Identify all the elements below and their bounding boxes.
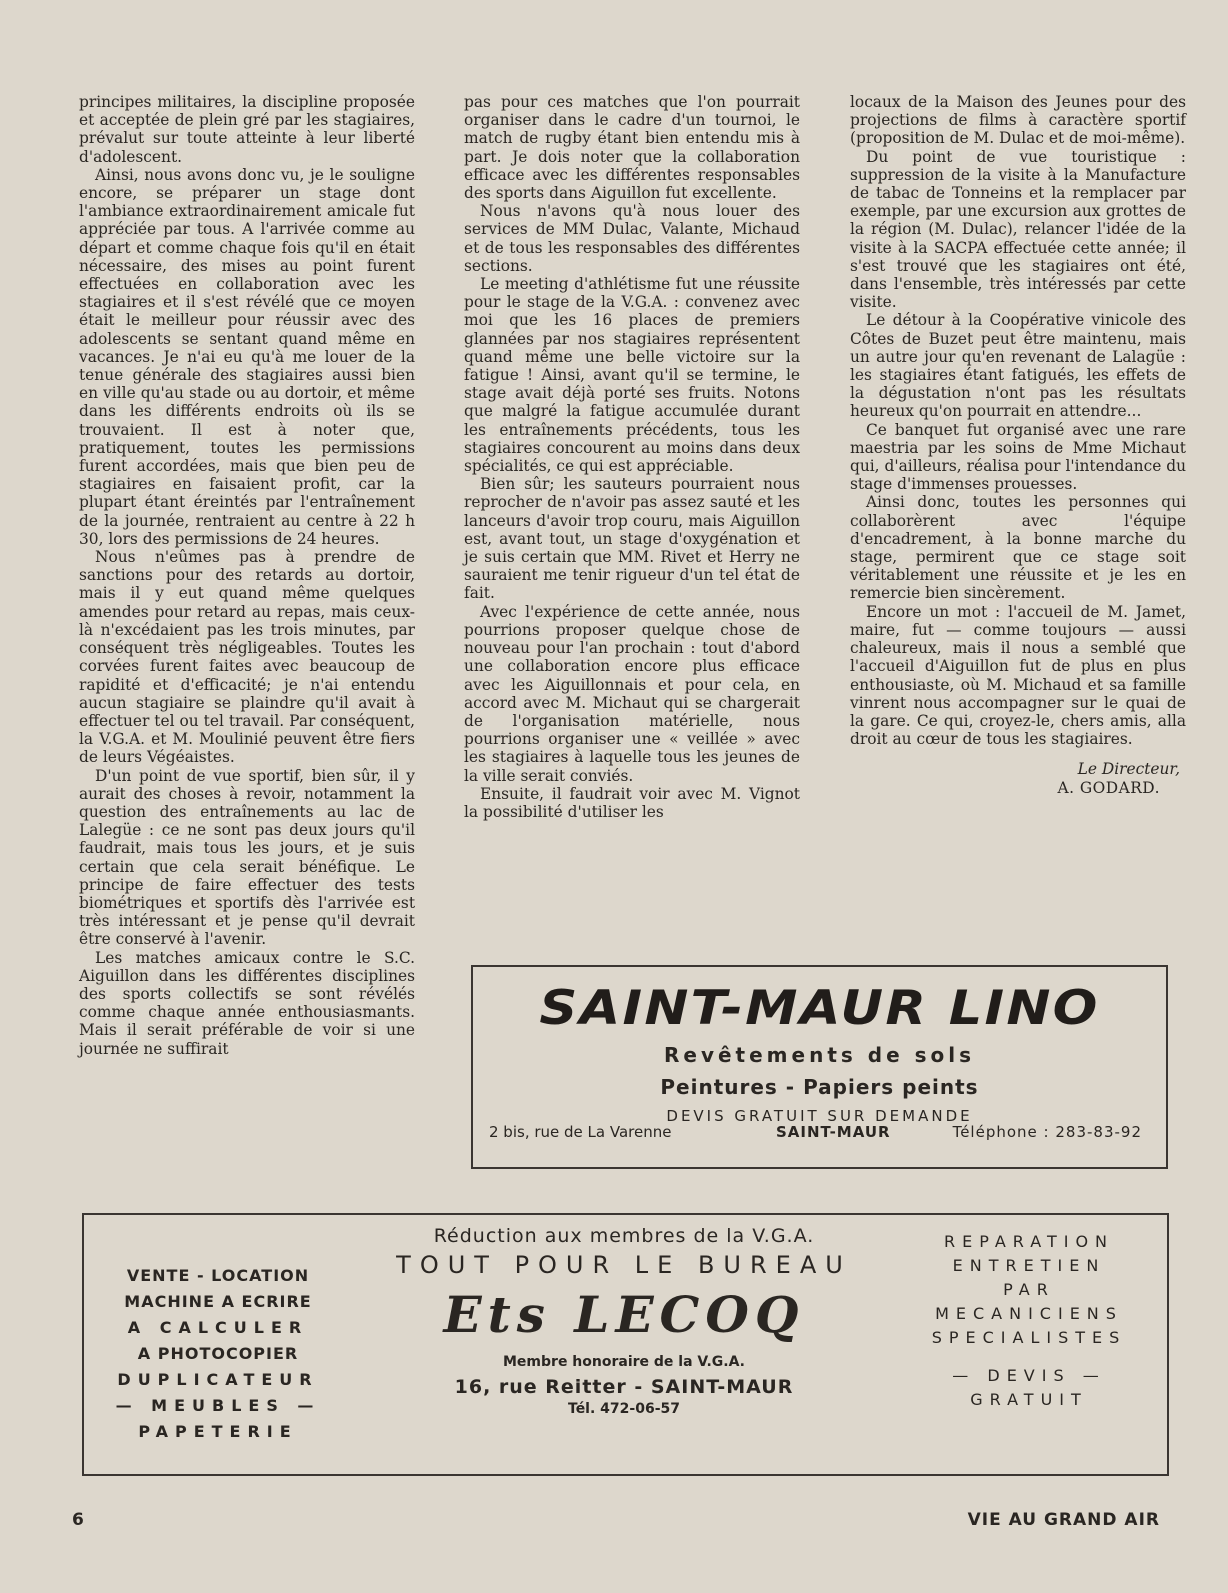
ad-service-line: GRATUIT	[970, 1390, 1088, 1409]
article-column-3	[850, 93, 1186, 797]
ad-center-block	[374, 1225, 874, 1417]
ad-service-line: ENTRETIEN	[952, 1256, 1106, 1275]
ad-headline: TOUT POUR LE BUREAU	[396, 1251, 852, 1279]
ad-service-line: MACHINE A ECRIRE	[124, 1292, 312, 1311]
ad-service-line: PAPETERIE	[138, 1422, 298, 1441]
paragraph: Le meeting d'athlétisme fut une réussite pour le stage de la V.G.A. : convenez avec moi que les 16 places de premiers glannées par nos stagiaires représentent quand même une belle victoire sur la fatigue ! Ainsi, avant qu'il se termine, le stage avait déjà porté ses fruits. Notons que malgré la fatigue accumulée durant les entraînements précédents, tous les stagiaires concourent au moins dans deux spécialités, ce qui est appréciable.	[464, 275, 800, 476]
ad-service-line: REPARATION	[943, 1232, 1115, 1251]
paragraph: Du point de vue touristique : suppression de la visite à la Manufacture de tabac de Tonneins et la remplacer par exemple, par une excursion aux grottes de la région (M. Dulac), relancer l'idée de la visite à la SACPA effectuée cette année; il s'est trouvé que les stagiaires ont été, dans l'ensemble, très intéressés par cette visite.	[850, 147, 1186, 312]
paragraph: Encore un mot : l'accueil de M. Jamet, maire, fut — comme toujours — aussi chaleureux, mais il nous a semblé que l'accueil d'Aiguillon fut de plus en plus enthousiaste, où M. Michaud et sa famille vinrent nous accompagner sur le quai de la gare. Ce qui, croyez-le, chers amis, alla droit au cœur de tous les stagiaires.	[850, 602, 1186, 749]
paragraph: Avec l'expérience de cette année, nous pourrions proposer quelque chose de nouveau pour l'an prochain : tout d'abord une collaboration encore plus efficace avec les Aiguillonnais et pour cela, en accord avec M. Michaut qui se chargerait de l'organisation matérielle, nous pourrions organiser une « veillée » avec les stagiaires à laquelle tous les jeunes de la ville serait conviés.	[464, 602, 800, 785]
paragraph: D'un point de vue sportif, bien sûr, il y aurait des choses à revoir, notamment la question des entraînements au lac de Lalegüe : ce ne sont pas deux jours qu'il faudrait, mais tous les jours, et je suis certain que cela serait bénéfique. Le principe de faire effectuer des tests biométriques et sportifs dès l'arrivée est très intéressant et je pense qu'il devrait être conservé à l'avenir.	[79, 766, 415, 949]
paragraph: locaux de la Maison des Jeunes pour des projections de films à caractère sportif (proposition de M. Dulac et de moi-même).	[850, 93, 1186, 148]
ad-service-line: A CALCULER	[127, 1318, 309, 1337]
ad-service-line: VENTE - LOCATION	[126, 1266, 310, 1285]
ad-service-line: DUPLICATEUR	[117, 1370, 319, 1389]
signature-title: Le Directeur,	[1077, 760, 1180, 779]
paragraph: Le détour à la Coopérative vinicole des Côtes de Buzet peut être maintenu, mais un autre jour qu'en revenant de Lalagüe : les stagiaires étant fatigués, les effets de la dégustation n'ont pas les résultats heureux qu'on pourrait en attendre...	[850, 311, 1186, 421]
ad-offer: DEVIS GRATUIT SUR DEMANDE	[666, 1107, 973, 1125]
ad-services-left	[112, 1263, 324, 1445]
paragraph: Les matches amicaux contre le S.C. Aiguillon dans les différentes disciplines des sports collectifs se sont révélés comme chaque année enthousiasmants. Mais il serait préférable de voir si une journée ne suffirait	[79, 948, 415, 1058]
paragraph: Ensuite, il faudrait voir avec M. Vignot la possibilité d'utiliser les	[464, 784, 800, 821]
paragraph: Ce banquet fut organisé avec une rare maestria par les soins de Mme Michaut qui, d'ailleurs, réalisa pour l'intendance du stage d'immenses prouesses.	[850, 420, 1186, 494]
magazine-title: VIE AU GRAND AIR	[967, 1510, 1160, 1530]
ad-service-line: SPECIALISTES	[931, 1328, 1127, 1347]
ad-tagline: Peintures - Papiers peints	[660, 1075, 979, 1099]
ad-reduction: Réduction aux membres de la V.G.A.	[433, 1225, 815, 1247]
paragraph: pas pour ces matches que l'on pourrait organiser dans le cadre d'un tournoi, le match de rugby étant bien entendu mis à part. Je dois noter que la collaboration efficace avec les différentes responsables des sports dans Aiguillon fut excellente.	[464, 93, 800, 203]
ad-company-name: Ets LECOQ	[443, 1285, 805, 1344]
advertisement-ets-lecoq	[82, 1213, 1169, 1476]
ad-city: SAINT-MAUR	[776, 1123, 891, 1141]
ad-address: 2 bis, rue de La Varenne	[489, 1123, 672, 1141]
ad-tagline: Revêtements de sols	[663, 1043, 975, 1067]
ad-service-line: PAR	[1003, 1280, 1055, 1299]
paragraph: Nous n'eûmes pas à prendre de sanctions pour des retards au dortoir, mais il y eut quand même quelques amendes pour retard au repas, mais ceux-là n'excédaient pas les trois minutes, par conséquent très négligeables. Toutes les corvées furent faites avec beaucoup de rapidité et d'efficacité; je n'ai entendu aucun stagiaire se plaindre qu'il avait à effectuer tel ou tel travail. Par conséquent, la V.G.A. et M. Moulinié peuvent être fiers de leurs Végéaistes.	[79, 548, 415, 767]
paragraph: principes militaires, la discipline proposée et acceptée de plein gré par les stagiaires, prévalut sur toute atteinte à leur liberté d'adolescent.	[79, 93, 415, 166]
paragraph: Ainsi donc, toutes les personnes qui collaborèrent avec l'équipe d'encadrement, à la bonne marche du stage, permirent que ce stage soit véritablement une réussite et je les en remercie bien sincèrement.	[850, 493, 1186, 603]
paragraph: Bien sûr; les sauteurs pourraient nous reprocher de n'avoir pas assez sauté et les lanceurs d'avoir trop couru, mais Aiguillon est, avant tout, un stage d'oxygénation et je suis certain que MM. Rivet et Herry ne sauraient me tenir rigueur d'un tel état de fait.	[464, 475, 800, 603]
ad-service-line: A PHOTOCOPIER	[137, 1344, 299, 1363]
ad-membership: Membre honoraire de la V.G.A.	[503, 1354, 745, 1370]
ad-phone: Téléphone : 283-83-92	[952, 1123, 1142, 1141]
paragraph: Ainsi, nous avons donc vu, je le souligne encore, se préparer un stage dont l'ambiance extraordinairement amicale fut appréciée par tous. A l'arrivée comme au départ et comme chaque fois qu'il en était nécessaire, des mises au point furent effectuées en collaboration avec les stagiaires et il s'est révélé que ce moyen était le meilleur pour réussir avec des adolescents se sentant quand même en vacances. Je n'ai eu qu'à me louer de la tenue générale des stagiaires aussi bien en ville qu'au stade ou au dortoir, et même dans les différents endroits où ils se trouvaient. Il est à noter que, pratiquement, toutes les permissions furent accordées, mais que bien peu de stagiaires en faisaient profit, car la plupart étant éreintés par l'entraînement de la journée, rentraient au centre à 22 h 30, lors des permissions de 24 heures.	[79, 165, 415, 548]
page-number: 6	[72, 1510, 84, 1530]
article-column-1	[79, 93, 415, 1058]
ad-brand-name: SAINT-MAUR LINO	[539, 981, 1100, 1036]
article-column-2	[464, 93, 800, 821]
ad-services-right	[914, 1230, 1144, 1412]
ad-phone: Tél. 472-06-57	[568, 1401, 680, 1417]
signature-name: A. GODARD.	[1057, 778, 1160, 797]
ad-address: 16, rue Reitter - SAINT-MAUR	[454, 1376, 794, 1398]
ad-service-line: MECANICIENS	[935, 1304, 1123, 1323]
ad-service-line: — DEVIS —	[952, 1366, 1106, 1385]
paragraph: Nous n'avons qu'à nous louer des services de MM Dulac, Valante, Michaud et de tous les responsables des différentes sections.	[464, 202, 800, 275]
advertisement-saint-maur-lino	[471, 965, 1168, 1169]
ad-service-line: — MEUBLES —	[115, 1396, 321, 1415]
